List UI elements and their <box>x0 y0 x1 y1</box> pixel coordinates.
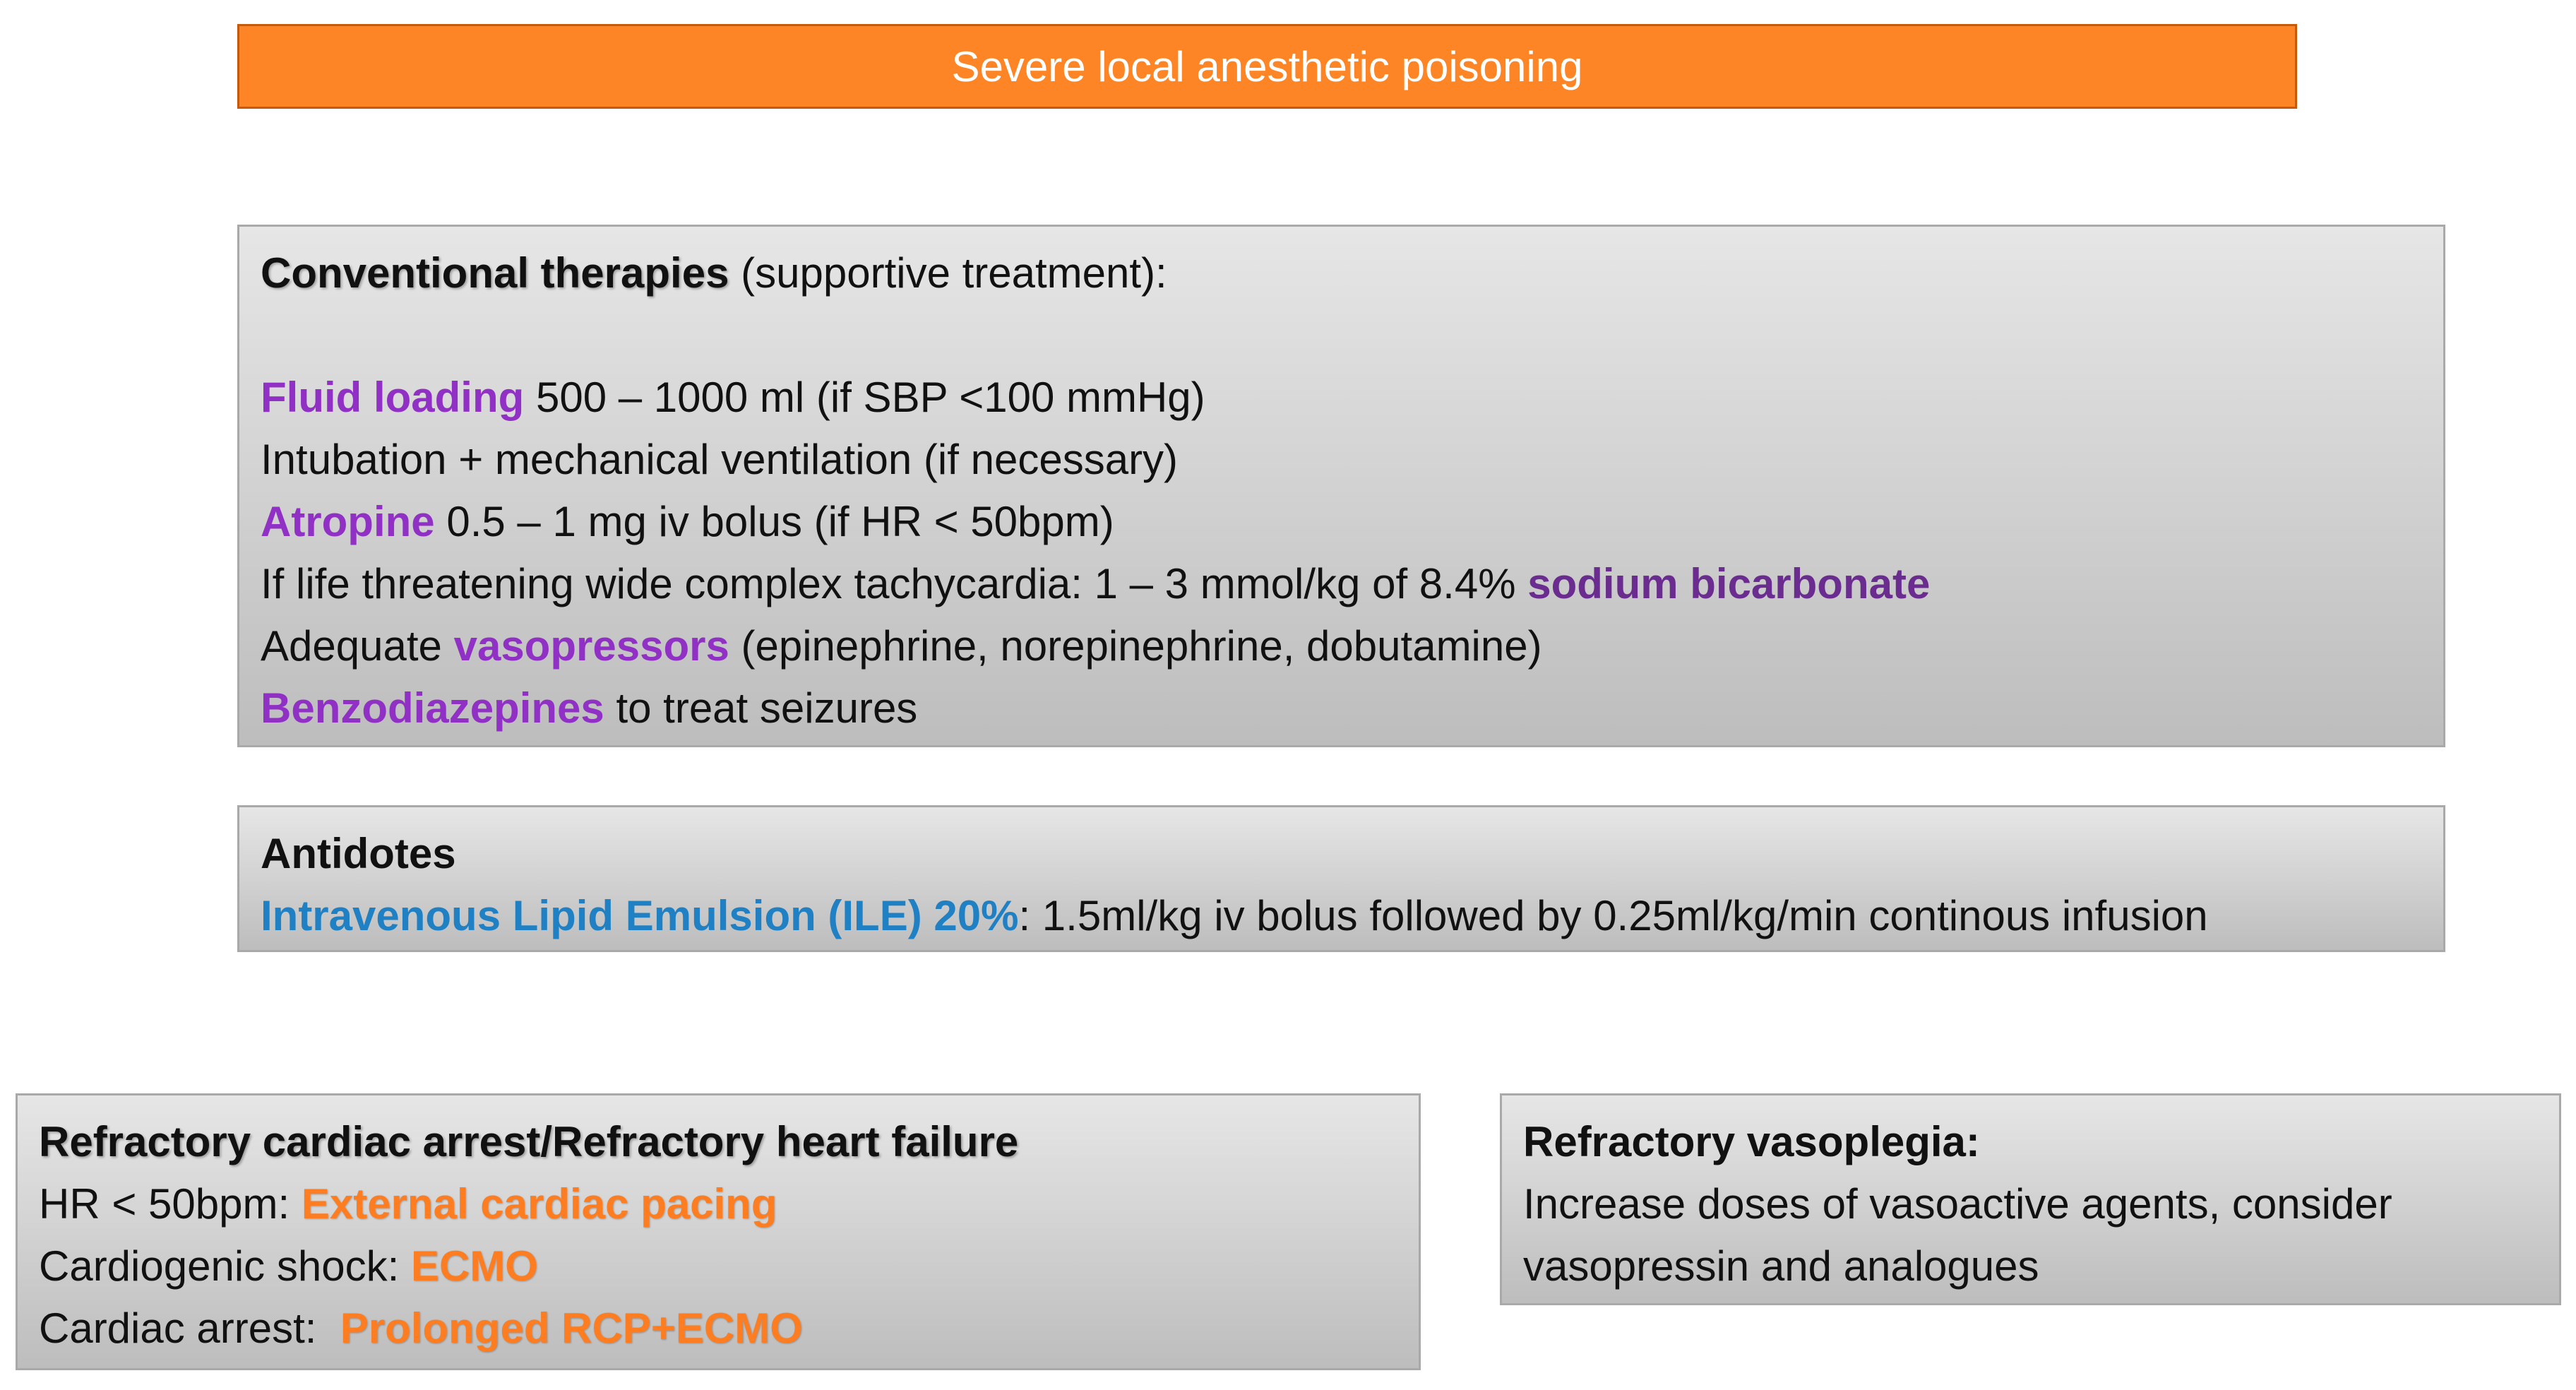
therapy-highlight: sodium bicarbonate <box>1527 560 1931 607</box>
therapy-highlight: Atropine <box>261 498 435 545</box>
refractory-cardiac-box <box>16 1093 1421 1370</box>
therapy-item <box>261 491 2443 553</box>
therapy-item <box>261 367 2443 429</box>
antidotes-box <box>237 805 2445 952</box>
conventional-heading: Conventional therapies <box>261 249 729 297</box>
conventional-heading-line <box>261 242 2443 304</box>
therapy-highlight: Benzodiazepines <box>261 684 604 732</box>
vasoplegia-heading: Refractory vasoplegia: <box>1523 1118 1980 1165</box>
cardiac-item-label: Cardiac arrest: <box>39 1305 317 1352</box>
vasoplegia-line: Increase doses of vasoactive agents, consider <box>1523 1180 2392 1228</box>
therapy-highlight: Fluid loading <box>261 374 525 421</box>
cardiac-item-label: HR < 50bpm: <box>39 1180 290 1228</box>
therapy-item <box>261 553 2443 615</box>
diagram-title: Severe local anesthetic poisoning <box>951 42 1583 90</box>
therapy-text: If life threatening wide complex tachycardia: 1 – 3 mmol/kg of 8.4% <box>261 560 1516 607</box>
antidotes-heading-line <box>261 823 2443 885</box>
spacer <box>261 304 2443 367</box>
therapy-text: to treat seizures <box>616 684 918 732</box>
refractory-vasoplegia-box <box>1500 1093 2561 1305</box>
therapy-text: Intubation + mechanical ventilation (if necessary) <box>261 436 1179 483</box>
title-banner <box>237 24 2297 109</box>
cardiac-heading: Refractory cardiac arrest/Refractory heart failure <box>39 1118 1019 1165</box>
therapy-highlight: vasopressors <box>453 622 729 670</box>
conventional-heading-suffix: (supportive treatment): <box>741 249 1167 297</box>
cardiac-heading-line <box>39 1111 1419 1173</box>
therapy-item <box>261 677 2443 739</box>
cardiac-item-value: Prolonged RCP+ECMO <box>340 1305 803 1352</box>
cardiac-item <box>39 1297 1419 1360</box>
therapy-text: 0.5 – 1 mg iv bolus (if HR < 50bpm) <box>446 498 1114 545</box>
cardiac-item-value: ECMO <box>410 1242 538 1290</box>
cardiac-item-label: Cardiogenic shock: <box>39 1242 400 1290</box>
vasoplegia-line: vasopressin and analogues <box>1523 1242 2039 1290</box>
cardiac-item-value: External cardiac pacing <box>301 1180 777 1228</box>
therapy-prefix: Adequate <box>261 622 442 670</box>
cardiac-item <box>39 1173 1419 1235</box>
antidote-text: : 1.5ml/kg iv bolus followed by 0.25ml/kg/min continous infusion <box>1018 892 2208 939</box>
vasoplegia-heading-line <box>1523 1111 2559 1173</box>
cardiac-item <box>39 1235 1419 1297</box>
antidote-item <box>261 885 2443 947</box>
therapy-item <box>261 615 2443 677</box>
therapy-text: (epinephrine, norepinephrine, dobutamine) <box>741 622 1542 670</box>
antidotes-heading: Antidotes <box>261 830 456 877</box>
therapy-item <box>261 429 2443 491</box>
antidote-highlight: Intravenous Lipid Emulsion (ILE) 20% <box>261 892 1019 939</box>
conventional-therapies-box <box>237 225 2445 747</box>
therapy-text: 500 – 1000 ml (if SBP <100 mmHg) <box>535 374 1205 421</box>
